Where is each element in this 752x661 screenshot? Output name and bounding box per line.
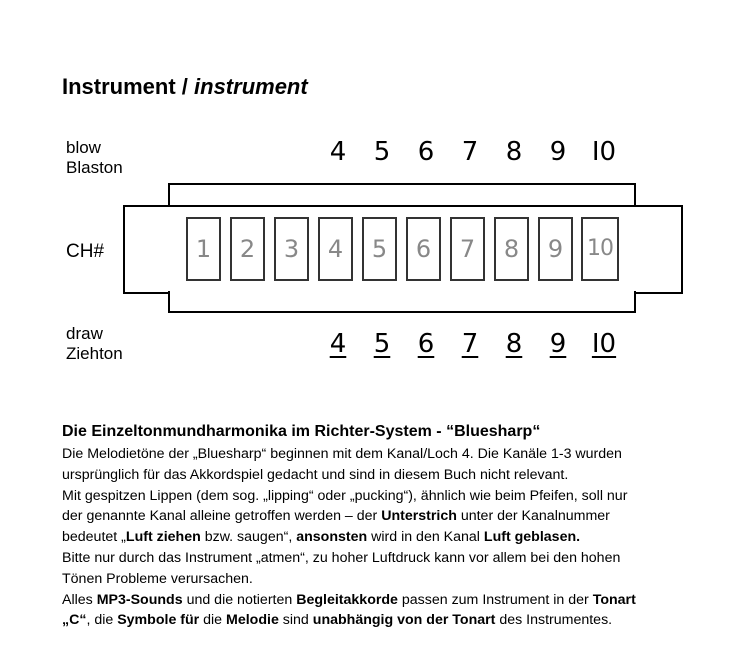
- text-run: unter der Kanalnummer: [456, 508, 610, 525]
- harmonica-hole: 10: [581, 217, 619, 281]
- text-run: bzw. saugen“,: [200, 529, 297, 546]
- draw-label: [66, 324, 123, 364]
- paragraph-line: Bitte nur durch das Instrument „atmen“, zu hoher Luftdruck kann vor allem bei den hohen: [62, 549, 621, 566]
- text-run-bold: MP3-Sounds: [96, 591, 183, 608]
- harmonica-hole: 6: [406, 217, 441, 281]
- blow-label-de: Blaston: [66, 158, 123, 177]
- page-title: [62, 74, 308, 100]
- text-run: passen zum Instrument in der: [397, 591, 593, 608]
- text-run-bold: Melodie: [226, 612, 279, 629]
- paragraph-line: [62, 506, 742, 527]
- blow-number: 7: [461, 137, 479, 167]
- harmonica-hole: 9: [538, 217, 573, 281]
- title-italic: instrument: [194, 74, 308, 99]
- text-run-bold: Tonart: [592, 591, 636, 608]
- text-run: die: [199, 612, 227, 629]
- paragraph-line: ursprünglich für das Akkordspiel gedacht und sind in diesem Buch nicht relevant.: [62, 466, 569, 483]
- text-run-bold: Begleitakkorde: [296, 591, 398, 608]
- harmonica-hole: 5: [362, 217, 397, 281]
- blow-label-en: blow: [66, 138, 101, 157]
- text-run: Alles: [62, 591, 97, 608]
- text-run-bold: unabhängig von der Tonart: [312, 612, 496, 629]
- blow-number: 4: [329, 137, 347, 167]
- title-main: Instrument /: [62, 74, 195, 99]
- text-run: bedeutet „: [62, 529, 126, 546]
- draw-number: 4: [329, 329, 347, 359]
- blow-number: 6: [417, 137, 435, 167]
- text-run: und die notierten: [182, 591, 297, 608]
- harmonica-cover-top: [168, 183, 636, 207]
- blow-number: 9: [549, 137, 567, 167]
- channel-label: CH#: [66, 241, 105, 262]
- text-run-bold: Luft geblasen.: [483, 529, 581, 546]
- harmonica-hole: 4: [318, 217, 353, 281]
- text-run: der genannte Kanal alleine getroffen werden – der: [62, 508, 382, 525]
- text-run-bold: Symbole für: [117, 612, 200, 629]
- harmonica-hole: 3: [274, 217, 309, 281]
- harmonica-cover-bottom: [168, 291, 636, 313]
- section-heading: Die Einzeltonmundharmonika im Richter-System - “Bluesharp“: [62, 423, 541, 440]
- draw-number: 5: [373, 329, 391, 359]
- draw-number: 6: [417, 329, 435, 359]
- harmonica-hole: 7: [450, 217, 485, 281]
- draw-number: 7: [461, 329, 479, 359]
- text-run: sind: [278, 612, 313, 629]
- draw-label-en: draw: [66, 324, 103, 343]
- text-run-bold: Luft ziehen: [125, 529, 201, 546]
- blow-number: 5: [373, 137, 391, 167]
- draw-number: I0: [591, 329, 617, 359]
- paragraph-line: Mit gespitzen Lippen (dem sog. „lipping“ oder „pucking“), ähnlich wie beim Pfeifen, soll nur: [62, 487, 628, 504]
- blow-number: 8: [505, 137, 523, 167]
- text-run-bold: ansonsten: [296, 529, 368, 546]
- text-run: , die: [86, 612, 118, 629]
- draw-label-de: Ziehton: [66, 344, 123, 363]
- explanation-text: [62, 422, 742, 631]
- draw-number: 8: [505, 329, 523, 359]
- harmonica-hole: 8: [494, 217, 529, 281]
- paragraph-line: [62, 610, 742, 631]
- blow-label: [66, 138, 123, 178]
- harmonica-hole: 1: [186, 217, 221, 281]
- draw-number: 9: [549, 329, 567, 359]
- paragraph-line: [62, 590, 742, 611]
- text-run-bold: Unterstrich: [381, 508, 457, 525]
- text-run: wird in den Kanal: [367, 529, 484, 546]
- text-run: des Instrumentes.: [495, 612, 613, 629]
- text-run-bold: „C“: [62, 612, 87, 629]
- paragraph-line: [62, 527, 742, 548]
- harmonica-hole: 2: [230, 217, 265, 281]
- blow-number: I0: [591, 137, 617, 167]
- paragraph-line: Tönen Probleme verursachen.: [62, 570, 253, 587]
- paragraph-line: Die Melodietöne der „Bluesharp“ beginnen mit dem Kanal/Loch 4. Die Kanäle 1-3 wurden: [62, 446, 622, 462]
